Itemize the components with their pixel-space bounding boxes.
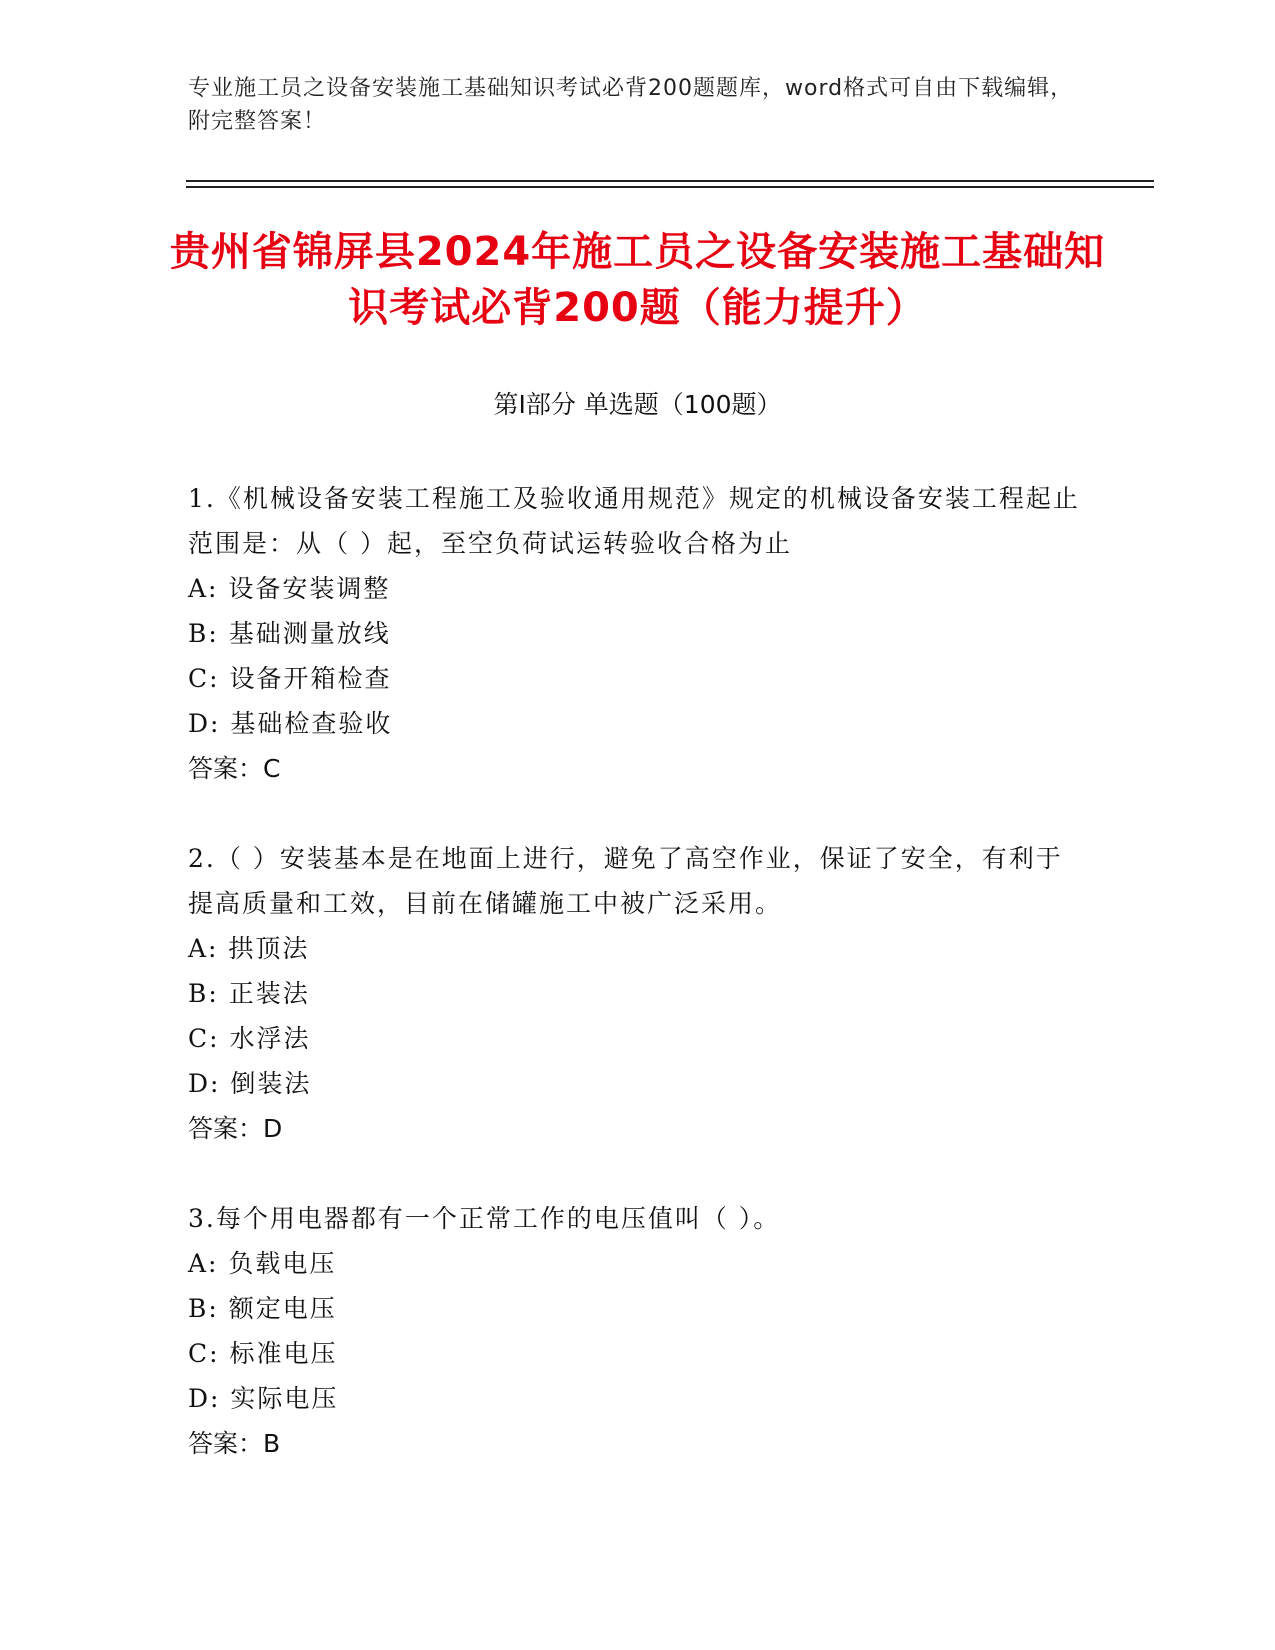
question-list xyxy=(188,476,1088,1511)
option-b: B: 基础测量放线 xyxy=(188,619,391,648)
question-3 xyxy=(188,1196,1088,1466)
question-1 xyxy=(188,476,1088,791)
question-2 xyxy=(188,836,1088,1151)
question-stem: 1.《机械设备安装工程施工及验收通用规范》规定的机械设备安装工程起止范围是：从（ ）起，至空负荷试运转验收合格为止 xyxy=(188,484,1080,558)
document-title: 贵州省锦屏县2024年施工员之设备安装施工基础知识考试必背200题（能力提升） xyxy=(169,229,1106,331)
header-note: 专业施工员之设备安装施工基础知识考试必背200题题库，word格式可自由下载编辑，附完整答案！ xyxy=(188,76,1074,134)
option-c: C: 水浮法 xyxy=(188,1024,311,1053)
question-stem: 2.（ ）安装基本是在地面上进行，避免了高空作业，保证了安全，有利于提高质量和工效，目前在储罐施工中被广泛采用。 xyxy=(188,844,1063,918)
option-b: B: 额定电压 xyxy=(188,1294,337,1323)
option-d: D: 倒装法 xyxy=(188,1069,312,1098)
option-a: A: 拱顶法 xyxy=(188,934,310,963)
option-d: D: 实际电压 xyxy=(188,1384,339,1413)
option-a: A: 负载电压 xyxy=(188,1249,337,1278)
question-stem: 3.每个用电器都有一个正常工作的电压值叫（ ）。 xyxy=(188,1204,781,1233)
answer: 答案：D xyxy=(188,1114,283,1143)
option-c: C: 标准电压 xyxy=(188,1339,338,1368)
answer: 答案：B xyxy=(188,1429,281,1458)
answer: 答案：C xyxy=(188,754,281,783)
header-divider-top xyxy=(186,180,1154,182)
section-heading: 第I部分 单选题（100题） xyxy=(493,390,782,419)
option-a: A: 设备安装调整 xyxy=(188,574,391,603)
option-c: C: 设备开箱检查 xyxy=(188,664,392,693)
option-b: B: 正装法 xyxy=(188,979,310,1008)
header-divider-bottom xyxy=(186,186,1154,188)
option-d: D: 基础检查验收 xyxy=(188,709,393,738)
